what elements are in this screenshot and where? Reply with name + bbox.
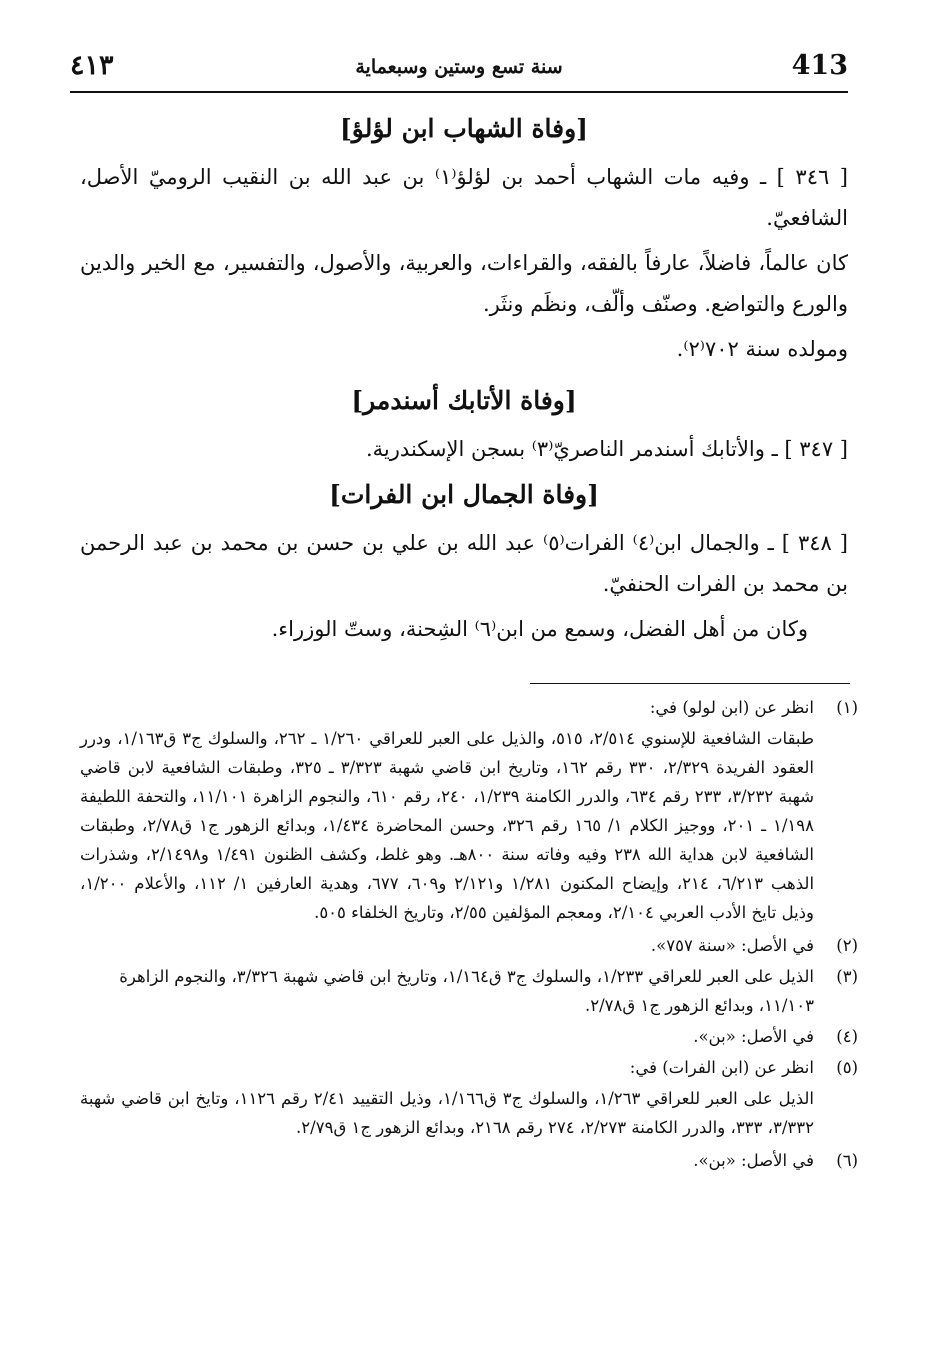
- entry-paragraph: كان عالماً، فاضلاً، عارفاً بالفقه، والقراءات، والعربية، والأصول، والتفسير، مع الخير والدين والورع والتواضع. وصنّف وألّف، ونظَم ونثَر.: [80, 251, 848, 316]
- footnotes: [80, 693, 858, 1177]
- footnote: [80, 931, 858, 960]
- page-header: [70, 50, 848, 90]
- footnote: [80, 1146, 858, 1175]
- footnote-text: في الأصل: «بن».: [693, 1027, 814, 1046]
- entry-paragraph: ومولده سنة ٧٠٢⁽٢⁾.: [676, 337, 848, 361]
- footnote: [80, 1053, 858, 1082]
- page-number-latin: 413: [791, 50, 848, 81]
- section-heading: [وفاة الأتابك أسندمر]: [351, 386, 577, 415]
- footnote: [80, 1022, 858, 1051]
- footnote-number: (٣): [836, 967, 858, 986]
- entry-paragraph: [ ٣٤٦ ] ـ وفيه مات الشهاب أحمد بن لؤلؤ⁽١⁾ بن عبد الله بن النقيب الروميّ الأصل، الشافعيّ.: [80, 165, 848, 230]
- footnote-text: في الأصل: «بن».: [693, 1151, 814, 1170]
- section-heading: [وفاة الجمال ابن الفرات]: [329, 480, 599, 509]
- footnote-number: (٢): [836, 936, 858, 955]
- footnote-text: الذيل على العبر للعراقي ١/٢٣٣، والسلوك ج٣ ق١/١٦٤، وتاريخ ابن قاضي شهبة ٣/٣٢٦، والنجوم الزاهرة ١١/١٠٣، وبدائع الزهور ج١ ق٢/٧٨.: [119, 967, 814, 1015]
- header-rule: [70, 91, 848, 93]
- footnote-body: الذيل على العبر للعراقي ١/٢٦٣، والسلوك ج٣ ق١/١٦٦، وذيل التقييد ٢/٤١ رقم ١١٢٦، وتايخ ابن قاضي شهبة ٣/٣٣٢، ٣٣٣، والدرر الكامنة ٢/٢٧٣، ٢٧٤ رقم ٢١٦٨، وبدائع الزهور ج١ ق٢/٧٩.: [80, 1089, 815, 1137]
- footnote-number: (٥): [836, 1058, 858, 1077]
- page-number-arabic: ٤١٣: [70, 50, 114, 81]
- footnote-text: في الأصل: «سنة ٧٥٧».: [650, 936, 814, 955]
- footnote-text: انظر عن (ابن الفرات) في:: [629, 1058, 814, 1077]
- section-heading: [وفاة الشهاب ابن لؤلؤ]: [339, 114, 589, 143]
- footnote-body: طبقات الشافعية للإسنوي ٢/٥١٤، ٥١٥، والذيل على العبر للعراقي ١/٢٦٠ ـ ٢٦٢، والسلوك ج٣ ق١/١٦٣، ودرر العقود الفريدة ٢/٣٢٩، ٣٣٠ رقم ١٦٢، وتاريخ ابن قاضي شهبة ٣/٣٢٣ ـ ٣٢٥، وطبقات الشافعية لابن قاضي شهبة ٣/٢٣٢، ٢٣٣ رقم ٦٣٤، والدرر الكامنة ١/٢٣٩، ٢٤٠، رقم ٦١٠، والنجوم الزاهرة ١١/١٠١، والتحفة اللطيفة ١/١٩٨ ـ ٢٠١، ووجيز الكلام ١/ ١٦٥ رقم ٣٢٦، وحسن المحاضرة ١/٤٣٤، وبدائع الزهور ج١ ق٢/٧٨، وطبقات الشافعية لابن هداية الله ٢٣٨ وفيه وفاته سنة ٨٠٠هـ. وهو غلط، وكشف الظنون ١/٤٩١ و٢/١٤٩٨، وشذرات الذهب ٦/٢١٣، ٢١٤، وإيضاح المكنون ١/٢٨١ و٢/١٢١ و٦٠٩، ٦٧٧، وهدية العارفين ١/ ١١٢، والأعلام ١/٢٠٠، وذيل تايخ الأدب العربي ٢/١٠٤، ومعجم المؤلفين ٢/٥٥، وتاريخ الخلفاء ٥٠٥.: [80, 729, 815, 922]
- footnote-number: (٤): [836, 1027, 858, 1046]
- main-text: [80, 108, 848, 656]
- footnote-rule: [530, 683, 850, 684]
- footnote: [80, 693, 858, 722]
- footnote: [80, 962, 858, 1020]
- footnote-text: انظر عن (ابن لولو) في:: [649, 698, 814, 717]
- running-title: سنة تسع وستين وسبعماية: [355, 56, 563, 78]
- footnote-number: (٦): [836, 1151, 858, 1170]
- footnote-number: (١): [836, 698, 858, 717]
- entry-paragraph: وكان من أهل الفضل، وسمع من ابن⁽٦⁾ الشِحنة، وستّ الوزراء.: [271, 617, 808, 641]
- entry-paragraph: [ ٣٤٧ ] ـ والأتابك أسندمر الناصريّ⁽٣⁾ بسجن الإسكندرية.: [366, 437, 848, 461]
- entry-paragraph: [ ٣٤٨ ] ـ والجمال ابن⁽٤⁾ الفرات⁽٥⁾ عبد الله بن علي بن حسن بن محمد بن عبد الرحمن بن محمد بن الفرات الحنفيّ.: [80, 531, 848, 596]
